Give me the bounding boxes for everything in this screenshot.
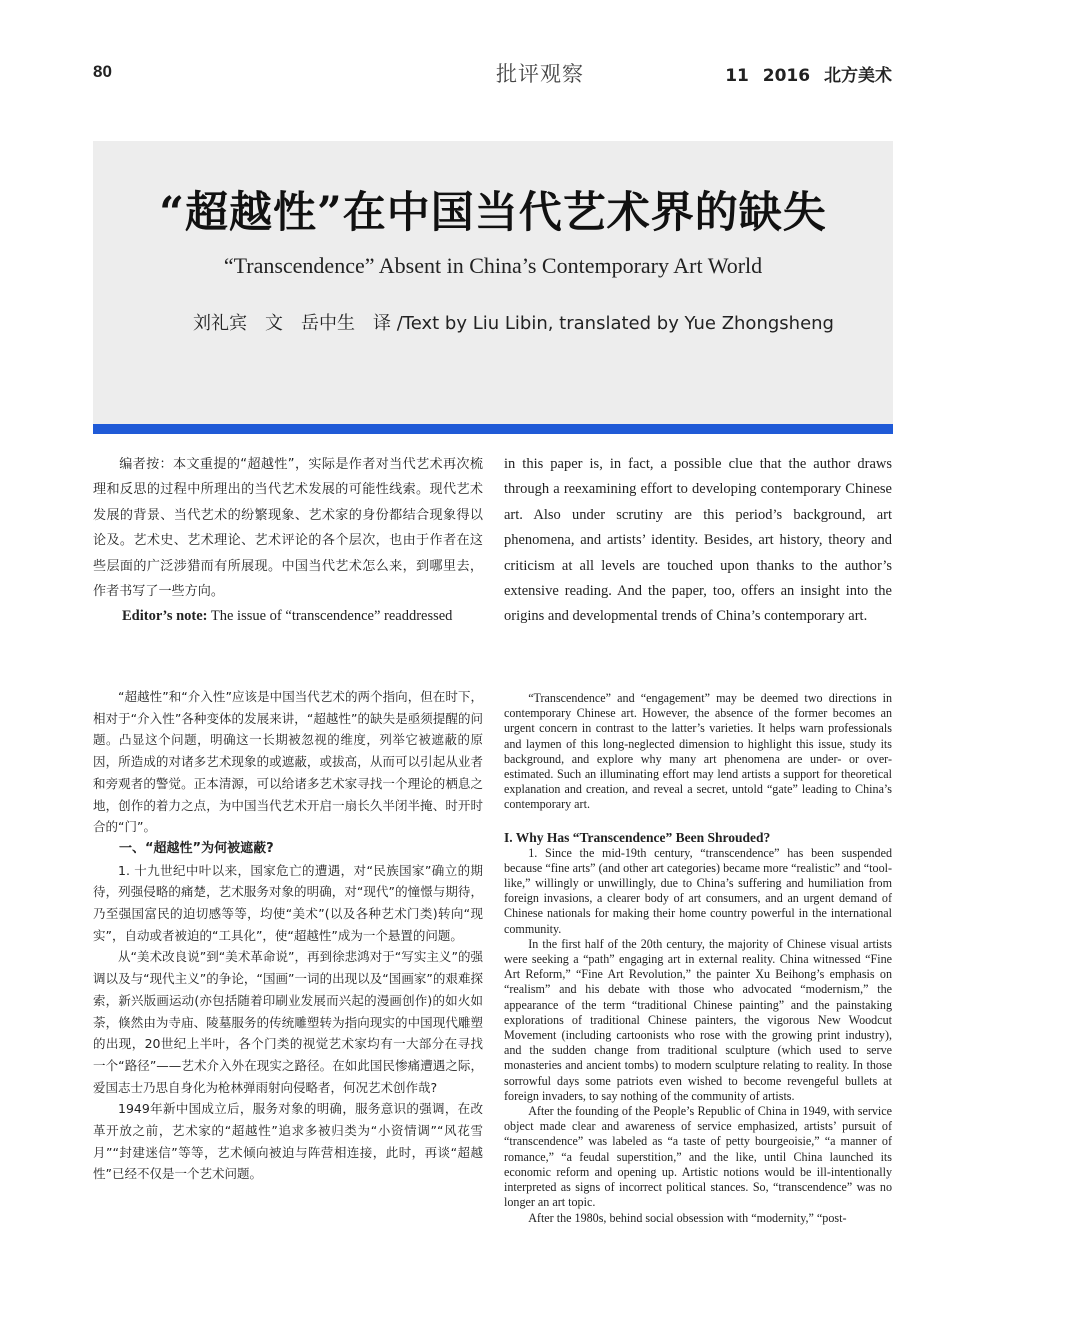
accent-divider-bar bbox=[93, 424, 893, 434]
paragraph-cn-1: “超越性”和“介入性”应该是中国当代艺术的两个指向，但在时下，相对于“介入性”各种变体的发展来讲，“超越性”的缺失是亟须提醒的问题。凸显这个问题，明确这一长期被忽视的维度，列举它被遮蔽的原因，所造成的对诸多艺术现象的或遮蔽，或拔高，从而可以引起从业者和旁观者的警觉。正本清源，可以给诸多艺术家寻找一个理论的栖息之地，创作的着力之点，为中国当代艺术开启一扇长久半闭半掩、时开时合的“门”。 bbox=[93, 689, 483, 835]
paragraph-cn-2: 1. 十九世纪中叶以来，国家危亡的遭遇，对“民族国家”确立的期待，列强侵略的痛楚，艺术服务对象的明确，对“现代”的憧憬与期待，乃至强国富民的迫切感等等，均使“美术”(以及各种艺术门类)转向“现实”，自动或者被迫的“工具化”，使“超越性”成为一个悬置的问题。 bbox=[93, 862, 483, 943]
section-heading-cn: 一、“超越性”为何被遮蔽? bbox=[119, 840, 274, 856]
editor-note-en-start bbox=[93, 604, 483, 629]
editor-note-en-first-line: The issue of “transcendence” readdressed bbox=[210, 608, 453, 624]
body-column-en bbox=[504, 691, 892, 1226]
article-title-en: “Transcendence” Absent in China’s Contemporary Art World bbox=[223, 253, 763, 278]
paragraph-cn-3: 从“美术改良说”到“美术革命说”，再到徐悲鸿对于“写实主义”的强调以及与“现代主义”的争论，“国画”一词的出现以及“国画家”的艰难探索，新兴版画运动(亦包括随着印刷业发展而兴起的漫画创作)的如火如荼，倏然由为寺庙、陵墓服务的传统雕塑转为指向现实的中国现代雕塑的出现，20世纪上半叶，各个门类的视觉艺术家均有一大部分在寻找一个“路径”——艺术介入外在现实之路径。在如此国民惨痛遭遇之际，爱国志士乃思自身化为枪林弹雨射向侵略者，何况艺术创作哉? bbox=[93, 949, 483, 1095]
article-title-cn: “超越性”在中国当代艺术界的缺失 bbox=[159, 188, 827, 238]
title-block bbox=[93, 141, 893, 424]
page-number: 80 bbox=[93, 62, 112, 81]
section-title: 批评观察 bbox=[496, 62, 584, 86]
editor-note-en-continued: in this paper is, in fact, a possible clue that the author draws through a reexamining effort to developing contemporary Chinese art. Also under scrutiny are this period’s background, art phenomena, and artists’ identity. Besides, art history, theory and criticism at all levels are touched upon thanks to the author’s extensive reading. And the paper, too, offers an insight into the origins and developmental trends of China’s contemporary art. bbox=[504, 456, 892, 625]
editor-note-cn: 编者按：本文重提的“超越性”，实际是作者对当代艺术再次梳理和反思的过程中所理出的当代艺术发展的可能性线索。现代艺术发展的背景、当代艺术的纷繁现象、艺术家的身份都结合现象得以论及。艺术史、艺术理论、艺术评论的各个层次，也由于作者在这些层面的广泛涉猎而有所展现。中国当代艺术怎么来，到哪里去，作者书写了一些方向。 bbox=[93, 457, 483, 600]
paragraph-cn-4: 1949年新中国成立后，服务对象的明确，服务意识的强调，在改革开放之前，艺术家的“超越性”追求多被归类为“小资情调”“风花雪月”“封建迷信”等等，艺术倾向被迫与阵营相连接，此时，再谈“超越性”已经不仅是一个艺术问题。 bbox=[93, 1101, 483, 1182]
byline: 刘礼宾 文 岳中生 译 /Text by Liu Libin, translated by Yue Zhongsheng bbox=[193, 313, 834, 334]
body-column-cn bbox=[93, 686, 483, 1185]
paragraph-en-3: In the first half of the 20th century, the majority of Chinese visual artists were seeking a “path” engaging art in external reality. China witnessed “Fine Art Reform,” “Fine Art Revolution,” the painter Xu Beihong’s emphasis on “realism” and his debate with those who advocated “modernism,” the appearance of the term “traditional Chinese painting” and the painstaking explorations of traditional Chinese painters, the vigorous New Woodcut Movement (including cartoonists who rose with the growing print industry), and the sudden change from traditional sculpture (which used to serve monasteries and ancient tombs) to modern sculpture relating to reality. In those sorrowful days some patriots even wished to become revengeful bullets at foreign invaders, to say nothing of the community of artists. bbox=[504, 936, 892, 1103]
paragraph-en-4: After the founding of the People’s Republic of China in 1949, with service object made clear and awareness of service emphasized, artists’ pursuit of “transcendence” was labeled as “a taste of petty bourgeoisie,” “a manner of romance,” “a feudal superstition,” and the like, until China launched its economic reform and opening up. Artistic notions would be ill-intentionally interpreted as signs of incorrect political stances. So, “transcendence” was no longer an art topic. bbox=[504, 1104, 892, 1210]
issue-info: 11 2016 北方美术 bbox=[725, 66, 892, 86]
editor-note-label: Editor’s note: bbox=[122, 608, 208, 624]
section-heading-en: I. Why Has “Transcendence” Been Shrouded? bbox=[504, 829, 771, 845]
paragraph-en-1: “Transcendence” and “engagement” may be deemed two directions in contemporary Chinese art. However, the absence of the former becomes an urgent concern in contrast to the latter’s varieties. It helps warn professionals and laymen of this long-neglected dimension to highlight this issue, study its background, and explore why many art phenomena are under- or over-estimated. Such an illuminating effort may lend artists a support for theoretical explanation and creation, and reveal a secret, untold “gate” leading to China’s contemporary art. bbox=[504, 691, 892, 812]
paragraph-en-5: After the 1980s, behind social obsession with “modernity,” “post- bbox=[528, 1210, 847, 1225]
paragraph-en-2: 1. Since the mid-19th century, “transcendence” has been suspended because “fine arts” (and other art categories) became more “realistic” and “tool-like,” willingly or unwillingly, due to China’s suffering and humiliation from foreign invasions, a clearer body of art consumers, and an urgent demand of Chinese nationals for making their home country powerful in the international community. bbox=[504, 845, 892, 936]
